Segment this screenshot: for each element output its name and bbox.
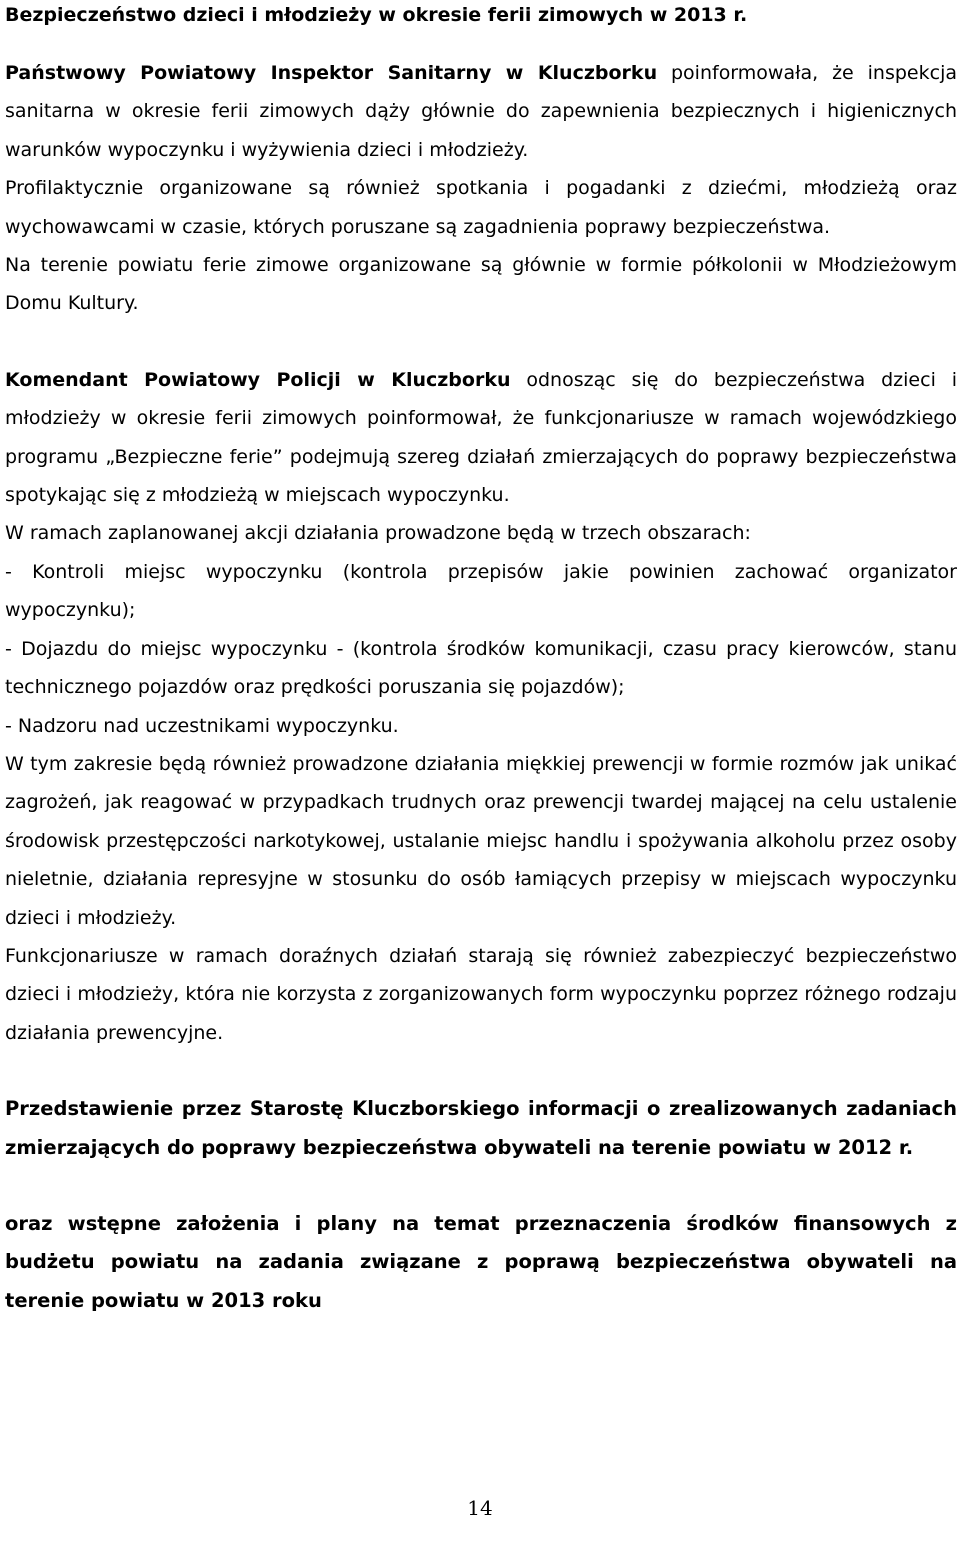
paragraph-soft-prevention: W tym zakresie będą również prowadzone działania miękkiej prewencji w formie rozmów jak unikać zagrożeń, jak reagować w przypadkach trudnych oraz prewencji twardej mającej na celu ustalenie środowisk przestępczości narkotykowej, ustalanie miejsc handlu i spożywania alkoholu przez osoby nieletnie, działania represyjne w stosunku do osób łamiących przepisy w miejscach wypoczynku dzieci i młodzieży. — [5, 752, 957, 929]
section-heading-starost-report: Przedstawienie przez Starostę Kluczborskiego informacji o zrealizowanych zadaniach zmierzających do poprawy bezpieczeństwa obywateli na terenie powiatu w 2012 r. — [5, 1097, 957, 1159]
sanitary-inspector-name: Państwowy Powiatowy Inspektor Sanitarny w Kluczborku — [5, 62, 658, 84]
list-item-travel: - Dojazdu do miejsc wypoczynku - (kontrola środków komunikacji, czasu pracy kierowców, stanu technicznego pojazdów oraz prędkości poruszania się pojazdów); — [5, 637, 957, 699]
list-item-control: - Kontroli miejsc wypoczynku (kontrola przepisów jakie powinien zachować organizator wypoczynku); — [5, 560, 957, 622]
document-title: Bezpieczeństwo dzieci i młodzieży w okresie ferii zimowych w 2013 r. — [5, 4, 748, 26]
paragraph-sanitary-inspector — [5, 54, 957, 169]
sanitary-inspector-text: poinformowała, że inspekcja sanitarna w okresie ferii zimowych dąży głównie do zapewnienia bezpiecznych i higienicznych warunków wypoczynku i wyżywienia dzieci i młodzieży. — [5, 62, 957, 161]
police-commander-text: odnosząc się do bezpieczeństwa dzieci i młodzieży w okresie ferii zimowych poinformował, że funkcjonariusze w ramach wojewódzkiego programu „Bezpieczne ferie” podejmują szereg działań zmierzających do poprawy bezpieczeństwa spotykając się z młodzieżą w miejscach wypoczynku. — [5, 368, 957, 507]
paragraph-prevention-meetings: Profilaktycznie organizowane są również spotkania i pogadanki z dziećmi, młodzieżą oraz wychowawcami w czasie, których poruszane są zagadnienia poprawy bezpieczeństwa. — [5, 177, 957, 238]
police-commander-name: Komendant Powiatowy Policji w Kluczborku — [5, 368, 511, 391]
section-heading-budget-plans: oraz wstępne założenia i plany na temat przeznaczenia środków finansowych z budżetu powiatu na zadania związane z poprawą bezpieczeństwa obywateli na terenie powiatu w 2013 roku — [5, 1211, 957, 1312]
paragraph-action-areas: W ramach zaplanowanej akcji działania prowadzone będą w trzech obszarach: — [5, 522, 751, 545]
page-number: 14 — [467, 1496, 493, 1520]
list-item-supervision: - Nadzoru nad uczestnikami wypoczynku. — [5, 714, 399, 737]
paragraph-officers-duties: Funkcjonariusze w ramach doraźnych działań starają się również zabezpieczyć bezpieczeństwo dzieci i młodzieży, która nie korzysta z zorganizowanych form wypoczynku poprzez różnego rodzaju działania prewencyjne. — [5, 944, 957, 1044]
paragraph-police-commander — [5, 361, 957, 515]
paragraph-winter-camps: Na terenie powiatu ferie zimowe organizowane są głównie w formie półkolonii w Młodzieżowym Domu Kultury. — [5, 254, 957, 315]
document-page — [5, 0, 957, 1320]
